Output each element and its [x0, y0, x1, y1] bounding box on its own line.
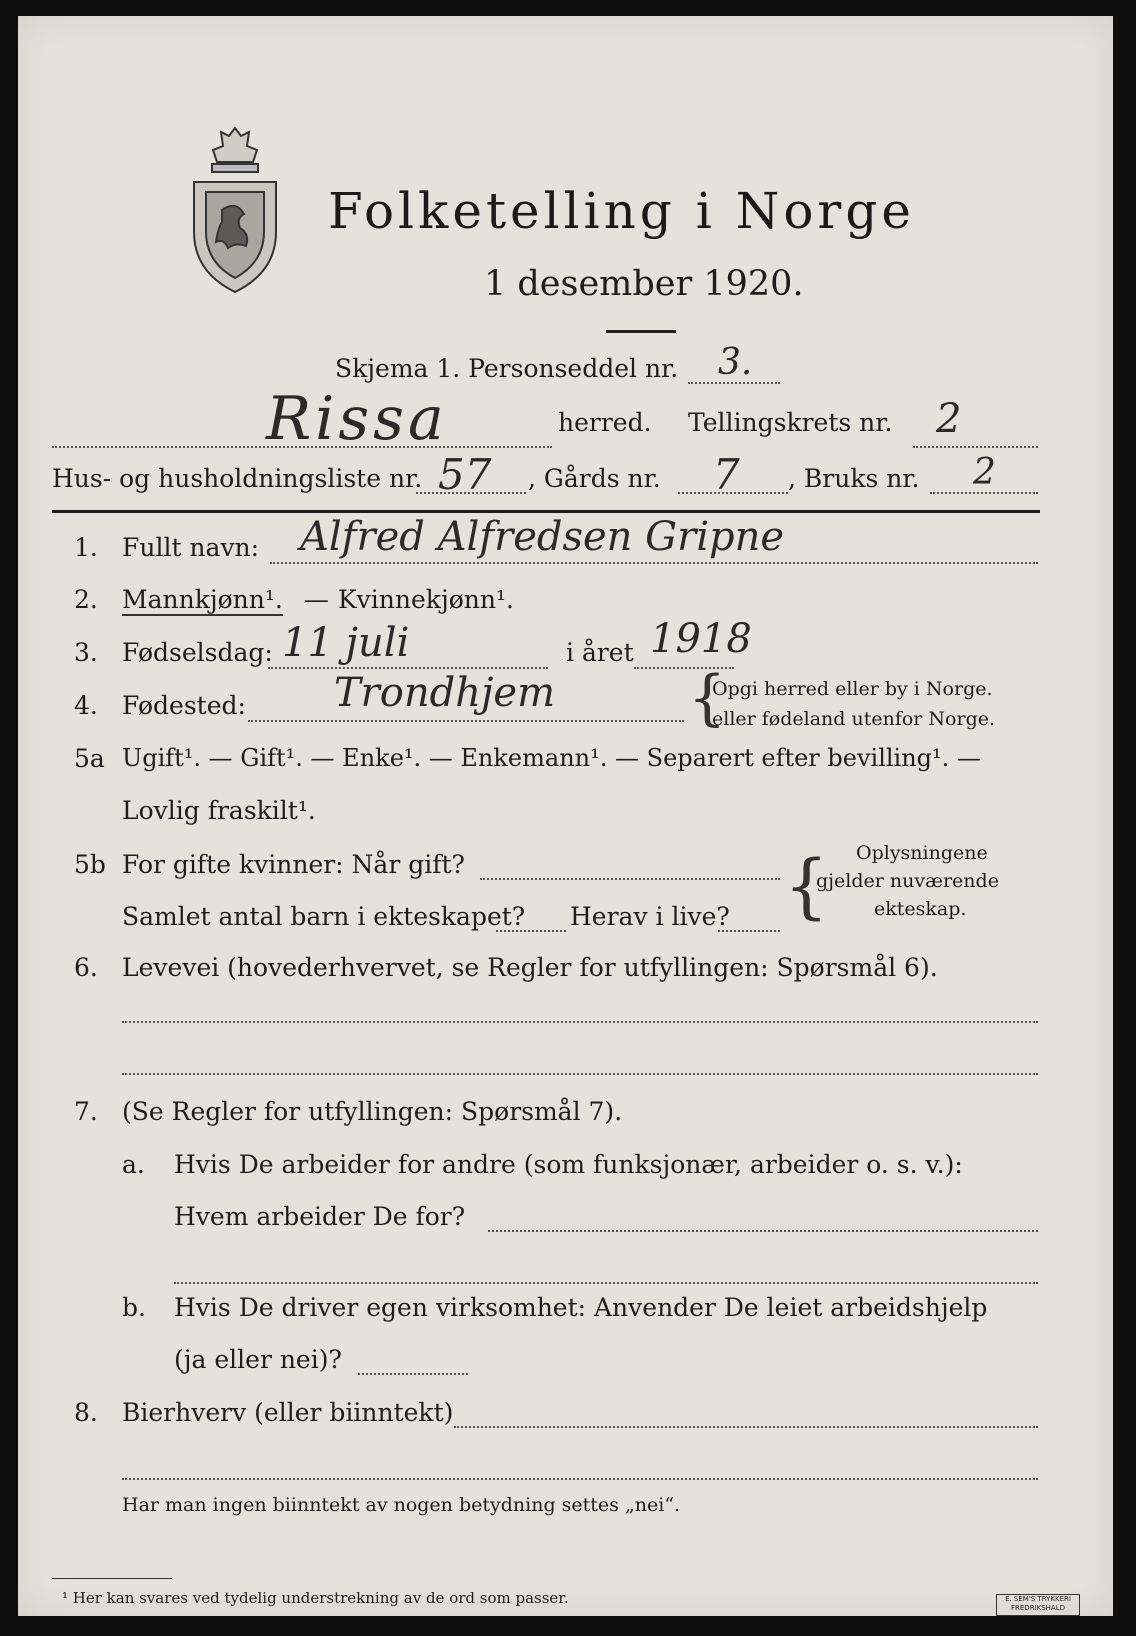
children-alive-dots [718, 930, 780, 932]
q7-label: (Se Regler for utfyllingen: Spørsmål 7). [122, 1097, 623, 1126]
marriage-brace: { [784, 845, 829, 927]
side-income-label: Bierhverv (eller biinntekt) [122, 1398, 454, 1427]
birthplace-brace: { [688, 663, 727, 733]
q1-label: Fullt navn: [122, 533, 260, 562]
q4-label: Fødested: [122, 691, 246, 720]
bruks-number[interactable]: 2 [973, 452, 996, 493]
hus-number[interactable]: 57 [438, 450, 492, 499]
children-total-label: Samlet antal barn i ekteskapet? [122, 902, 526, 931]
q1-number: 1. [74, 533, 98, 562]
tellingskrets-label: Tellingskrets nr. [688, 408, 893, 437]
header-rule [52, 510, 1040, 513]
q7a-letter: a. [122, 1150, 145, 1179]
form-title: Folketelling i Norge [328, 182, 915, 240]
title-divider [606, 330, 676, 333]
q7b-line-2: (ja eller nei)? [174, 1345, 342, 1374]
marriage-note-3: ekteskap. [874, 898, 967, 920]
q2-number: 2. [74, 585, 98, 614]
skjema-label: Skjema 1. Personseddel nr. [335, 354, 679, 383]
birthday-answer[interactable]: 11 juli [282, 620, 410, 666]
employer-dots[interactable] [488, 1230, 1038, 1232]
occupation-label: Levevei (hovederhvervet, se Regler for utfyllingen: Spørsmål 6). [122, 953, 938, 982]
side-income-line-2[interactable] [122, 1478, 1038, 1480]
birthplace-answer[interactable]: Trondhjem [334, 670, 556, 716]
bruks-label: , Bruks nr. [788, 464, 920, 493]
income-note: Har man ingen biinntekt av nogen betydning settes „nei“. [122, 1494, 681, 1516]
gender-female-option[interactable]: Kvinnekjønn¹. [338, 585, 514, 614]
married-when-label: For gifte kvinner: Når gift? [122, 850, 465, 879]
gards-number[interactable]: 7 [713, 450, 740, 499]
q7b-letter: b. [122, 1293, 146, 1322]
hus-label: Hus- og husholdningsliste nr. [52, 464, 423, 493]
year-label: i året [566, 638, 634, 667]
gender-male-option[interactable]: Mannkjønn¹. [122, 585, 283, 614]
q8-number: 8. [74, 1398, 98, 1427]
birthday-dots [268, 667, 548, 669]
tellingskrets-number[interactable]: 2 [936, 396, 962, 442]
personseddel-number[interactable]: 3. [718, 342, 753, 383]
q5b-number: 5b [74, 850, 106, 879]
footnote-rule [52, 1578, 172, 1579]
birthplace-note-1: Opgi herred eller by i Norge. [712, 678, 993, 700]
q4-number: 4. [74, 691, 98, 720]
q3-number: 3. [74, 638, 98, 667]
q7-number: 7. [74, 1097, 98, 1126]
herred-name[interactable]: Rissa [266, 384, 448, 454]
footnote: ¹ Her kan svares ved tydelig understrekning av de ord som passer. [62, 1589, 569, 1607]
birthplace-note-2: eller fødeland utenfor Norge. [712, 708, 996, 730]
herred-label: herred. [558, 408, 652, 437]
census-date: 1 desember 1920. [484, 264, 804, 304]
printer-stamp: E. SEM'S TRYKKERI FREDRIKSHALD [996, 1594, 1080, 1616]
q1-dots [270, 562, 1038, 564]
full-name-answer[interactable]: Alfred Alfredsen Gripne [300, 514, 785, 560]
tellingskrets-dots [913, 446, 1038, 448]
occupation-line-1[interactable] [122, 1021, 1038, 1023]
marital-status-options[interactable]: Ugift¹. — Gift¹. — Enke¹. — Enkemann¹. — Separert efter bevilling¹. — [122, 744, 981, 772]
employer-line-2[interactable] [174, 1282, 1038, 1284]
q3-label: Fødselsdag: [122, 638, 273, 667]
divorced-option[interactable]: Lovlig fraskilt¹. [122, 796, 316, 825]
q5a-number: 5a [74, 744, 105, 773]
norwegian-lion-crest-icon [186, 120, 284, 300]
birth-year-answer[interactable]: 1918 [650, 616, 752, 662]
q7a-line-1: Hvis De arbeider for andre (som funksjonær, arbeider o. s. v.): [174, 1150, 963, 1179]
q7b-line-1: Hvis De driver egen virksomhet: Anvender De leiet arbeidshjelp [174, 1293, 988, 1322]
q7a-line-2: Hvem arbeider De for? [174, 1202, 466, 1231]
children-alive-label: Herav i live? [570, 902, 730, 931]
marriage-note-1: Oplysningene [856, 842, 988, 864]
married-when-dots [480, 878, 780, 880]
occupation-line-2[interactable] [122, 1073, 1038, 1075]
marriage-note-2: gjelder nuværende [816, 870, 999, 892]
side-income-dots[interactable] [454, 1426, 1038, 1428]
children-total-dots [496, 930, 566, 932]
gender-separator: — [304, 585, 329, 614]
gards-label: , Gårds nr. [528, 464, 661, 493]
birthplace-dots [248, 720, 684, 722]
q6-number: 6. [74, 953, 98, 982]
census-form-page [18, 16, 1113, 1616]
hired-help-dots[interactable] [358, 1373, 468, 1375]
